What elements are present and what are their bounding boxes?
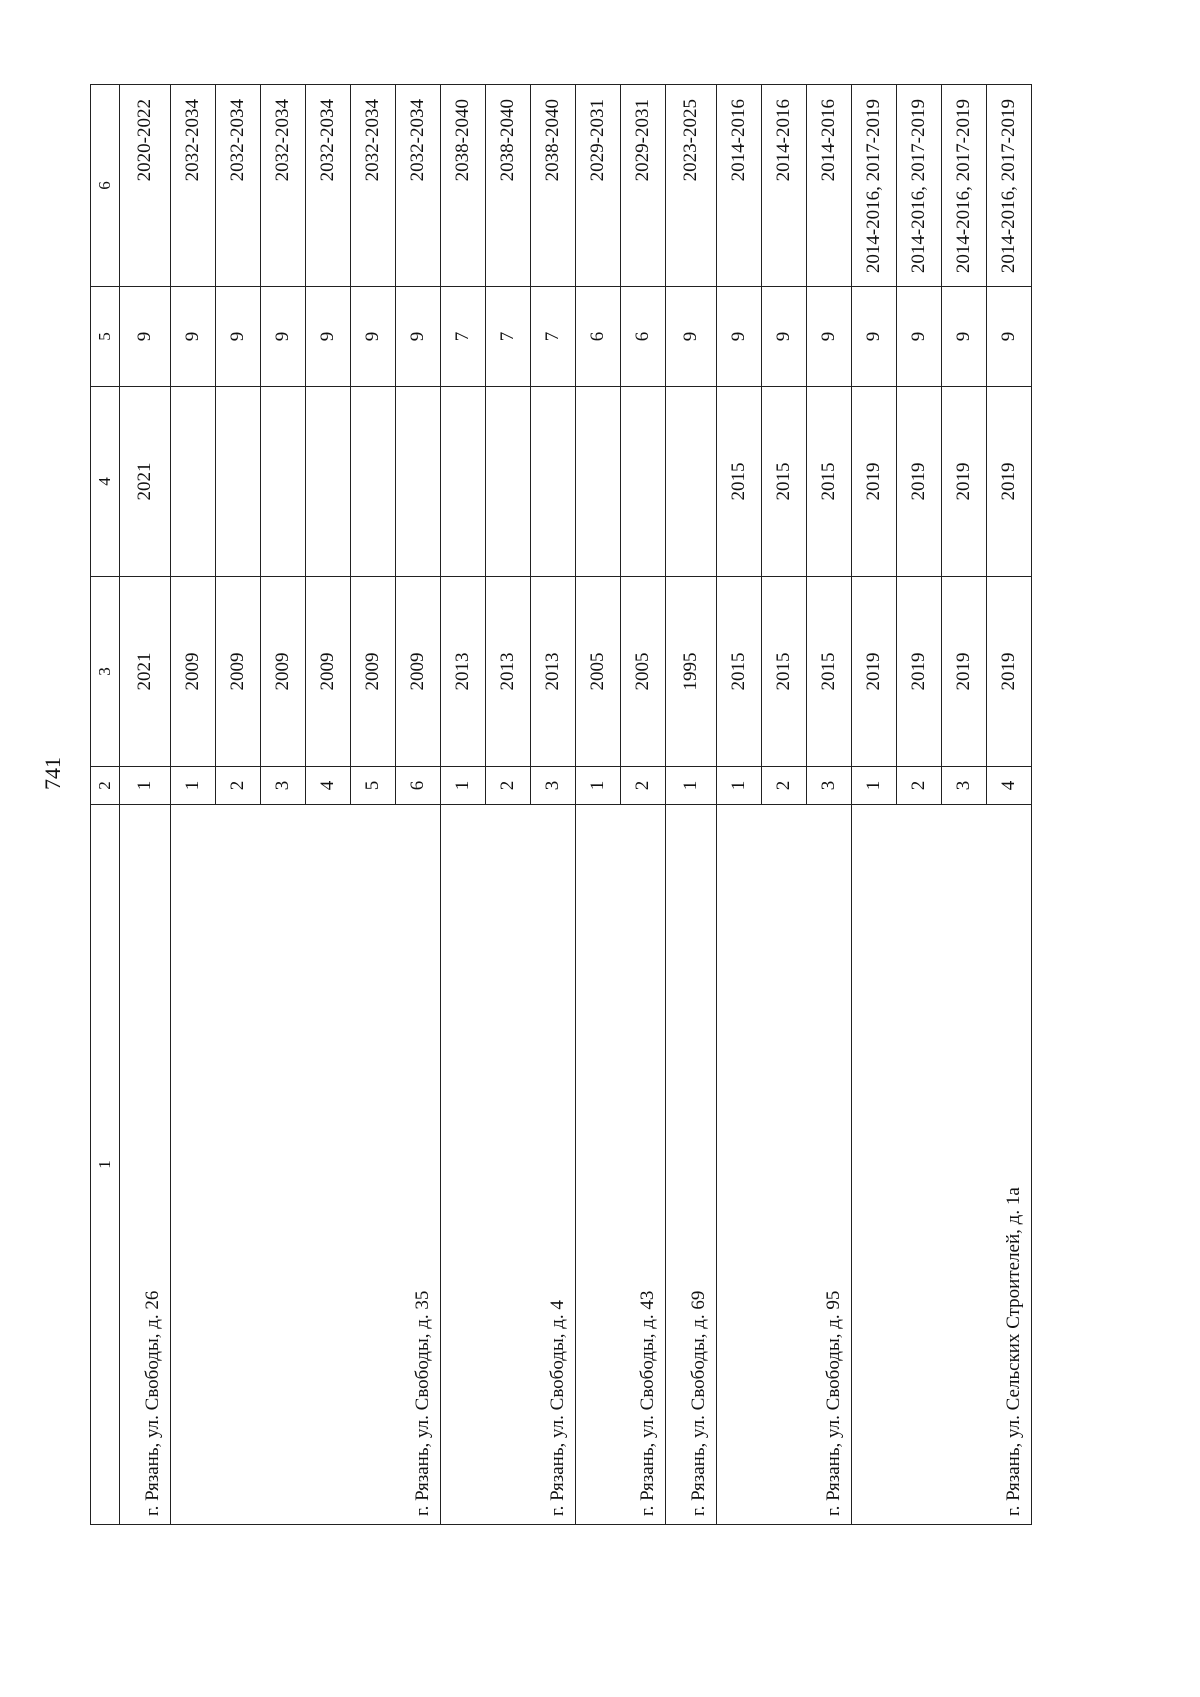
period-cell: 2032-2034 xyxy=(261,85,306,287)
value-cell: 9 xyxy=(897,287,942,387)
period-cell: 2032-2034 xyxy=(351,85,396,287)
row-number-cell: 1 xyxy=(576,767,621,805)
year-cell xyxy=(441,387,486,577)
year-cell: 2009 xyxy=(396,577,441,767)
value-cell: 9 xyxy=(216,287,261,387)
table-row xyxy=(666,85,717,1525)
address-cell: г. Рязань, ул. Свободы, д. 95 xyxy=(717,805,852,1525)
year-cell xyxy=(306,387,351,577)
table-header-row xyxy=(91,85,120,1525)
table-row xyxy=(852,85,897,1525)
year-cell xyxy=(171,387,216,577)
row-number-cell: 2 xyxy=(486,767,531,805)
row-number-cell: 5 xyxy=(351,767,396,805)
period-cell: 2032-2034 xyxy=(396,85,441,287)
value-cell: 9 xyxy=(351,287,396,387)
year-cell: 2009 xyxy=(171,577,216,767)
year-cell xyxy=(621,387,666,577)
value-cell: 9 xyxy=(171,287,216,387)
table-row xyxy=(120,85,171,1525)
year-cell: 2009 xyxy=(306,577,351,767)
year-cell: 2019 xyxy=(852,577,897,767)
year-cell: 2015 xyxy=(807,387,852,577)
year-cell: 2015 xyxy=(762,387,807,577)
year-cell: 2021 xyxy=(120,387,171,577)
period-cell: 2014-2016, 2017-2019 xyxy=(942,85,987,287)
row-number-cell: 6 xyxy=(396,767,441,805)
schedule-table-wrap xyxy=(90,85,1032,1525)
row-number-cell: 3 xyxy=(807,767,852,805)
period-cell: 2032-2034 xyxy=(216,85,261,287)
year-cell: 2005 xyxy=(621,577,666,767)
value-cell: 7 xyxy=(486,287,531,387)
year-cell xyxy=(666,387,717,577)
year-cell: 2019 xyxy=(942,387,987,577)
year-cell: 2013 xyxy=(531,577,576,767)
row-number-cell: 2 xyxy=(216,767,261,805)
year-cell: 2015 xyxy=(717,387,762,577)
year-cell: 2015 xyxy=(717,577,762,767)
value-cell: 6 xyxy=(621,287,666,387)
year-cell: 2019 xyxy=(987,577,1032,767)
value-cell: 9 xyxy=(306,287,351,387)
year-cell xyxy=(261,387,306,577)
address-cell: г. Рязань, ул. Свободы, д. 69 xyxy=(666,805,717,1525)
period-cell: 2014-2016 xyxy=(762,85,807,287)
table-row xyxy=(171,85,216,1525)
row-number-cell: 1 xyxy=(666,767,717,805)
row-number-cell: 2 xyxy=(897,767,942,805)
schedule-table xyxy=(90,84,1032,1525)
value-cell: 9 xyxy=(261,287,306,387)
value-cell: 9 xyxy=(807,287,852,387)
year-cell xyxy=(396,387,441,577)
column-header: 3 xyxy=(91,577,120,767)
column-header: 2 xyxy=(91,767,120,805)
column-header: 4 xyxy=(91,387,120,577)
row-number-cell: 2 xyxy=(762,767,807,805)
column-header: 5 xyxy=(91,287,120,387)
address-cell: г. Рязань, ул. Свободы, д. 4 xyxy=(441,805,576,1525)
value-cell: 9 xyxy=(396,287,441,387)
table-row xyxy=(717,85,762,1525)
year-cell: 2019 xyxy=(897,387,942,577)
year-cell: 2019 xyxy=(987,387,1032,577)
table-body xyxy=(120,85,1032,1525)
year-cell: 2005 xyxy=(576,577,621,767)
year-cell: 2019 xyxy=(942,577,987,767)
year-cell xyxy=(576,387,621,577)
period-cell: 2014-2016, 2017-2019 xyxy=(852,85,897,287)
period-cell: 2038-2040 xyxy=(441,85,486,287)
table-row xyxy=(576,85,621,1525)
table-row xyxy=(441,85,486,1525)
address-cell: г. Рязань, ул. Свободы, д. 35 xyxy=(171,805,441,1525)
row-number-cell: 3 xyxy=(942,767,987,805)
row-number-cell: 1 xyxy=(717,767,762,805)
value-cell: 9 xyxy=(942,287,987,387)
value-cell: 6 xyxy=(576,287,621,387)
year-cell: 2013 xyxy=(441,577,486,767)
value-cell: 9 xyxy=(762,287,807,387)
year-cell: 2019 xyxy=(852,387,897,577)
year-cell: 2015 xyxy=(762,577,807,767)
row-number-cell: 3 xyxy=(531,767,576,805)
row-number-cell: 3 xyxy=(261,767,306,805)
period-cell: 2032-2034 xyxy=(171,85,216,287)
period-cell: 2020-2022 xyxy=(120,85,171,287)
row-number-cell: 2 xyxy=(621,767,666,805)
row-number-cell: 1 xyxy=(120,767,171,805)
year-cell: 1995 xyxy=(666,577,717,767)
period-cell: 2029-2031 xyxy=(576,85,621,287)
year-cell xyxy=(531,387,576,577)
value-cell: 9 xyxy=(852,287,897,387)
address-cell: г. Рязань, ул. Свободы, д. 26 xyxy=(120,805,171,1525)
year-cell: 2013 xyxy=(486,577,531,767)
value-cell: 7 xyxy=(441,287,486,387)
period-cell: 2014-2016 xyxy=(717,85,762,287)
column-header: 6 xyxy=(91,85,120,287)
year-cell xyxy=(351,387,396,577)
value-cell: 9 xyxy=(666,287,717,387)
row-number-cell: 1 xyxy=(852,767,897,805)
row-number-cell: 4 xyxy=(306,767,351,805)
row-number-cell: 1 xyxy=(171,767,216,805)
period-cell: 2032-2034 xyxy=(306,85,351,287)
period-cell: 2029-2031 xyxy=(621,85,666,287)
year-cell: 2009 xyxy=(216,577,261,767)
value-cell: 9 xyxy=(120,287,171,387)
value-cell: 9 xyxy=(717,287,762,387)
year-cell xyxy=(486,387,531,577)
row-number-cell: 4 xyxy=(987,767,1032,805)
column-header: 1 xyxy=(91,805,120,1525)
year-cell: 2015 xyxy=(807,577,852,767)
year-cell: 2009 xyxy=(261,577,306,767)
value-cell: 9 xyxy=(987,287,1032,387)
address-cell: г. Рязань, ул. Свободы, д. 43 xyxy=(576,805,666,1525)
year-cell: 2019 xyxy=(897,577,942,767)
row-number-cell: 1 xyxy=(441,767,486,805)
period-cell: 2014-2016, 2017-2019 xyxy=(987,85,1032,287)
value-cell: 7 xyxy=(531,287,576,387)
year-cell: 2009 xyxy=(351,577,396,767)
year-cell xyxy=(216,387,261,577)
period-cell: 2014-2016 xyxy=(807,85,852,287)
period-cell: 2038-2040 xyxy=(531,85,576,287)
address-cell: г. Рязань, ул. Сельских Строителей, д. 1а xyxy=(852,805,1032,1525)
year-cell: 2021 xyxy=(120,577,171,767)
period-cell: 2038-2040 xyxy=(486,85,531,287)
period-cell: 2023-2025 xyxy=(666,85,717,287)
page-number: 741 xyxy=(40,757,65,790)
period-cell: 2014-2016, 2017-2019 xyxy=(897,85,942,287)
